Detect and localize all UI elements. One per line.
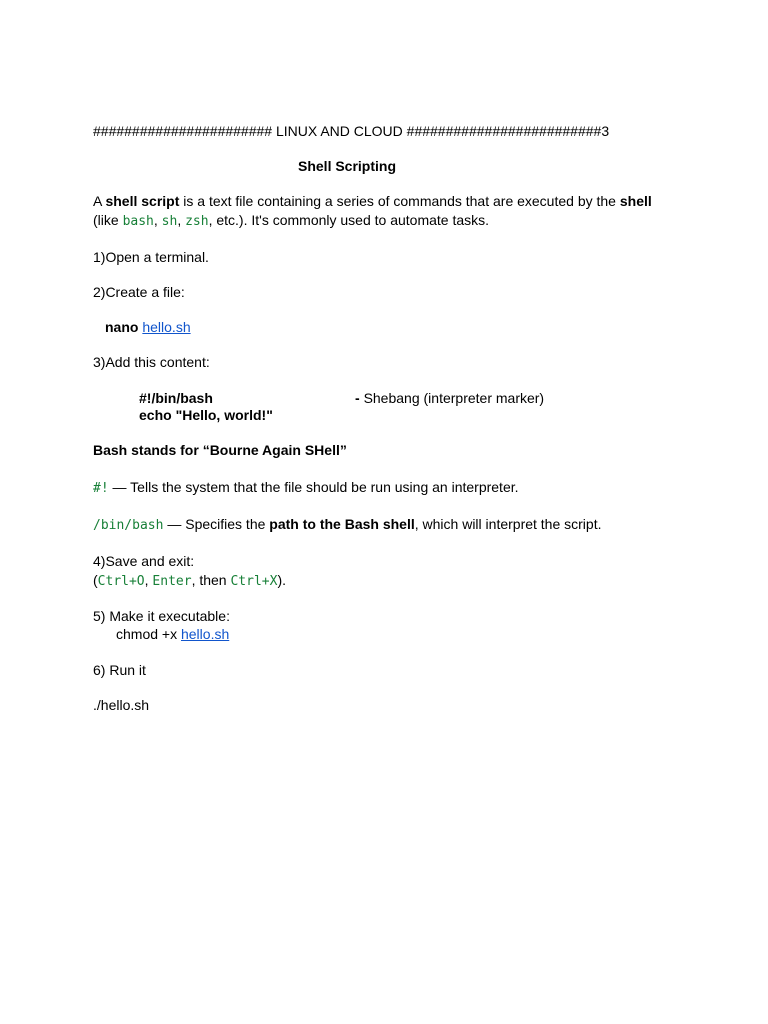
save-keys <box>93 571 286 591</box>
shebang-desc: — Tells the system that the file should be run using an interpreter. <box>108 479 519 495</box>
bash-stands-for: Bash stands for “Bourne Again SHell” <box>93 442 347 458</box>
intro-text: (like <box>93 212 123 228</box>
intro-text: A <box>93 193 106 209</box>
comment-text: Shebang (interpreter marker) <box>363 390 545 406</box>
chmod-hello-sh-link[interactable]: hello.sh <box>180 626 230 642</box>
chmod-text: chmod +x <box>116 626 181 642</box>
step-3: 3)Add this content: <box>93 354 210 370</box>
ctrl-o-key: Ctrl+O <box>97 574 145 589</box>
intro-text: , etc.). It's commonly used to automate tasks. <box>208 212 490 228</box>
enter-key: Enter <box>152 574 192 589</box>
step-5: 5) Make it executable: <box>93 608 230 624</box>
separator: , <box>177 212 186 228</box>
intro-line-1 <box>93 192 652 210</box>
ctrl-x-key: Ctrl+X <box>230 574 278 589</box>
paren: ). <box>277 572 287 588</box>
binbash-text: , which will interpret the script. <box>414 516 602 532</box>
binbash-explanation <box>93 515 601 535</box>
header-banner: ####################### LINUX AND CLOUD #########################3 <box>93 123 610 139</box>
separator: , <box>153 212 162 228</box>
paren: ( <box>93 572 98 588</box>
code-echo-line: echo "Hello, world!" <box>139 407 273 423</box>
step-2: 2)Create a file: <box>93 284 185 300</box>
binbash-bold: path to the Bash shell <box>269 516 415 532</box>
nano-command <box>105 318 191 336</box>
chmod-command <box>116 625 229 643</box>
bash-code: bash <box>122 214 154 229</box>
page-title: Shell Scripting <box>298 158 397 174</box>
run-command: ./hello.sh <box>93 697 150 713</box>
comment-dash: - <box>355 390 364 406</box>
shell-script-term: shell script <box>105 193 180 209</box>
binbash-text: — Specifies the <box>163 516 270 532</box>
separator: , then <box>191 572 231 588</box>
shebang-code: #! <box>93 481 109 496</box>
intro-line-2 <box>93 211 489 231</box>
shell-term: shell <box>619 193 652 209</box>
hello-sh-link[interactable]: hello.sh <box>142 319 191 335</box>
step-4: 4)Save and exit: <box>93 553 195 569</box>
zsh-code: zsh <box>185 214 209 229</box>
separator: , <box>144 572 153 588</box>
shebang-explanation <box>93 478 519 498</box>
intro-text: is a text file containing a series of commands that are executed by the <box>179 193 620 209</box>
binbash-code: /bin/bash <box>93 518 164 533</box>
code-comment <box>355 389 544 407</box>
sh-code: sh <box>161 214 178 229</box>
step-6: 6) Run it <box>93 662 146 678</box>
code-shebang-line: #!/bin/bash <box>139 390 213 406</box>
step-1: 1)Open a terminal. <box>93 249 209 265</box>
nano-text: nano <box>105 319 143 335</box>
